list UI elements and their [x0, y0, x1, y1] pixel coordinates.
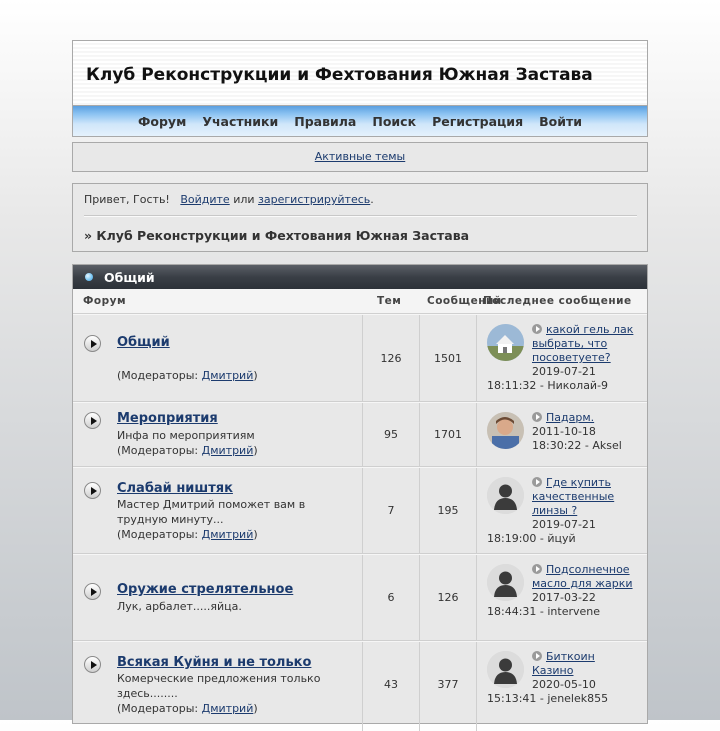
category-general — [72, 264, 648, 724]
greeting-hello: Привет, Гость! — [84, 193, 170, 206]
forum-row — [73, 467, 647, 554]
last-post-date: 2020-05-10 — [532, 678, 596, 691]
col-last-post: Последнее сообщение — [483, 295, 632, 307]
go-to-post-icon[interactable] — [532, 564, 542, 574]
moderator-link[interactable]: Дмитрий — [201, 444, 254, 457]
posts-cell — [419, 555, 476, 640]
last-post-info — [487, 323, 637, 393]
last-post-link[interactable]: Подсолнечное масло для жарки — [532, 563, 633, 590]
last-post-time-user: 18:19:00 - йцуй — [487, 532, 576, 545]
forum-link[interactable]: Слабай ништяк — [117, 481, 233, 496]
posts-cell — [419, 403, 476, 466]
forum-status-icon — [84, 656, 101, 673]
forum-status-icon — [84, 412, 101, 429]
topics-cell — [362, 468, 419, 553]
last-post-time-user: 18:11:32 - Николай-9 — [487, 379, 609, 392]
col-forum: Форум — [83, 295, 127, 307]
category-header — [73, 265, 647, 289]
col-posts: Сообщений — [427, 295, 502, 307]
posts-count: 1501 — [434, 352, 462, 365]
topics-count: 6 — [387, 591, 395, 604]
posts-cell — [419, 642, 476, 731]
posts-cell — [419, 468, 476, 553]
nav-search[interactable]: Поиск — [372, 113, 417, 129]
site-title: Клуб Реконструкции и Фехтования Южная Застава — [86, 65, 593, 85]
topics-count: 7 — [387, 504, 395, 517]
greeting-line — [84, 193, 374, 206]
last-post-info — [487, 476, 637, 546]
forum-link[interactable]: Общий — [117, 335, 170, 350]
topics-cell — [362, 555, 419, 640]
category-title: Общий — [104, 269, 155, 285]
nav-login[interactable]: Войти — [539, 113, 582, 129]
last-post-info — [487, 650, 637, 706]
active-topics-link[interactable]: Активные темы — [314, 150, 406, 163]
nav-rules[interactable]: Правила — [294, 113, 357, 129]
register-link[interactable]: зарегистрируйтесь — [258, 193, 371, 206]
last-post-link[interactable]: Где купить качественные линзы ? — [532, 476, 615, 517]
nav-members[interactable]: Участники — [202, 113, 279, 129]
greeting-box — [72, 183, 648, 252]
forum-cell — [73, 642, 362, 731]
forum-description: Лук, арбалет.....яйца. — [117, 600, 242, 613]
forum-cell — [73, 468, 362, 553]
last-post-time-user: 18:30:22 - Aksel — [532, 439, 622, 452]
forum-link[interactable]: Мероприятия — [117, 411, 218, 426]
forum-status-icon — [84, 335, 101, 352]
forum-status-icon — [84, 583, 101, 600]
topics-cell — [362, 403, 419, 466]
last-post-info — [487, 563, 637, 619]
breadcrumb: » Клуб Реконструкции и Фехтования Южная Застава — [84, 228, 470, 243]
site-header — [72, 40, 648, 106]
posts-cell — [419, 315, 476, 401]
login-link[interactable]: Войдите — [180, 193, 230, 206]
last-post-cell — [476, 468, 647, 553]
posts-count: 1701 — [434, 428, 462, 441]
moderator-link[interactable]: Дмитрий — [201, 369, 254, 382]
last-post-date: 2017-03-22 — [532, 591, 596, 604]
forum-link[interactable]: Всякая Куйня и не только — [117, 655, 312, 670]
forum-cell — [73, 555, 362, 640]
col-topics: Тем — [377, 295, 402, 307]
moderator-link[interactable]: Дмитрий — [201, 528, 254, 541]
moderators: (Модераторы: Дмитрий) — [117, 702, 258, 715]
nav-forum[interactable]: Форум — [138, 113, 187, 129]
forum-description: Инфа по мероприятиям — [117, 429, 255, 442]
go-to-post-icon[interactable] — [532, 651, 542, 661]
posts-count: 377 — [437, 678, 459, 691]
forum-row — [73, 641, 647, 731]
go-to-post-icon[interactable] — [532, 412, 542, 422]
last-post-cell — [476, 555, 647, 640]
last-post-cell — [476, 642, 647, 731]
topics-cell — [362, 315, 419, 401]
forum-status-icon — [84, 482, 101, 499]
forum-cell — [73, 315, 362, 401]
forum-description: Комерческие предложения только здесь........ — [117, 672, 321, 700]
forum-cell — [73, 403, 362, 466]
last-post-date: 2019-07-21 — [532, 365, 596, 378]
moderators: (Модераторы: Дмитрий) — [117, 528, 258, 541]
forum-row — [73, 402, 647, 467]
last-post-time-user: 18:44:31 - intervene — [487, 605, 601, 618]
nav-register[interactable]: Регистрация — [432, 113, 524, 129]
forum-description: Мастер Дмитрий поможет вам в трудную минуту... — [117, 498, 306, 526]
last-post-link[interactable]: Падарм. — [546, 411, 595, 424]
active-topics-bar — [72, 142, 648, 172]
posts-count: 195 — [437, 504, 459, 517]
greeting-period: . — [370, 193, 374, 206]
main-nav — [72, 105, 648, 137]
last-post-date: 2019-07-21 — [532, 518, 596, 531]
topics-cell — [362, 642, 419, 731]
last-post-time-user: 15:13:41 - jenelek855 — [487, 692, 609, 705]
go-to-post-icon[interactable] — [532, 477, 542, 487]
greeting-or: или — [233, 193, 255, 206]
last-post-cell — [476, 403, 647, 466]
last-post-date: 2011-10-18 — [532, 425, 596, 438]
topics-count: 126 — [380, 352, 402, 365]
forum-row — [73, 314, 647, 402]
last-post-info — [487, 411, 637, 453]
moderators: (Модераторы: Дмитрий) — [117, 369, 258, 382]
go-to-post-icon[interactable] — [532, 324, 542, 334]
moderators: (Модераторы: Дмитрий) — [117, 444, 258, 457]
last-post-cell — [476, 315, 647, 401]
last-post-link[interactable]: Биткоин Казино — [532, 650, 595, 677]
posts-count: 126 — [437, 591, 459, 604]
topics-count: 43 — [384, 678, 398, 691]
last-post-link[interactable]: какой гель лак выбрать, что посоветуете? — [532, 323, 634, 364]
topics-count: 95 — [384, 428, 398, 441]
forum-row — [73, 554, 647, 641]
forum-link[interactable]: Оружие стрелятельное — [117, 582, 294, 597]
divider — [84, 215, 637, 217]
moderator-link[interactable]: Дмитрий — [201, 702, 254, 715]
column-headers — [73, 289, 647, 314]
category-bullet-icon — [85, 273, 93, 281]
